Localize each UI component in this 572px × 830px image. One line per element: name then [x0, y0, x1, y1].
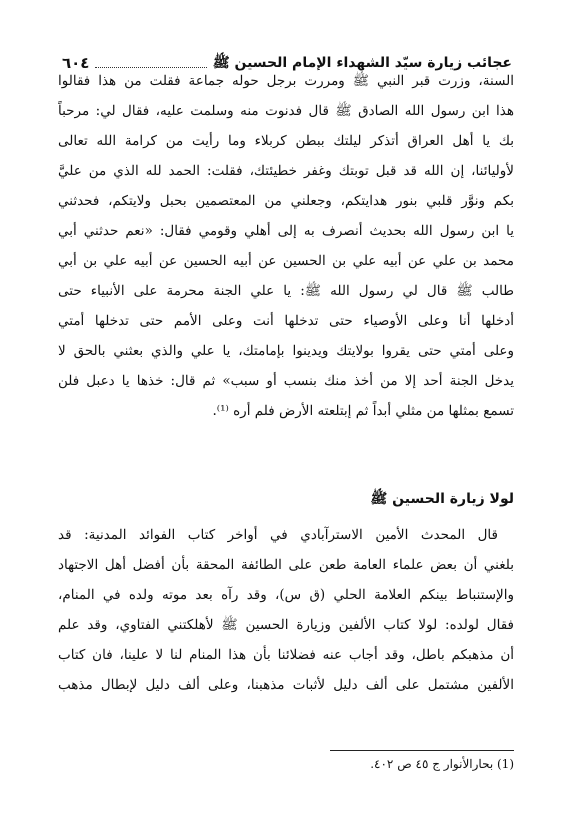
text-line: بك يا أهل العراق أتذكر ليلتك ببطن كربلاء وما رأيت من كرامة الله تعالى: [58, 133, 514, 149]
text-line: يدخل الجنة أحد إلا من أخذ منك بنسب أو سبب» ثم قال: خذها يا دعبل فلن: [58, 373, 514, 389]
footnote: (1) بحارالأنوار ج ٤٥ ص ٤٠٢.: [370, 757, 514, 771]
page-number: ٦٠٤: [62, 54, 90, 72]
text-line: يا ابن رسول الله بحديث أنصرف به إلى أهلي وقومي فقال: «نعم حدثني أبي: [58, 223, 514, 239]
text-line: تسمع بمثلها من مثلي أبداً ثم إبتلعته الأرض فلم أره ⁽¹⁾.: [212, 403, 514, 419]
body-text-section-1: [58, 66, 514, 426]
text-line: طالب ﷺ قال لي رسول الله ﷺ: يا علي الجنة محرمة على الأنبياء حتى: [58, 283, 514, 299]
text-line: بلغني أن بعض علماء العامة طعن على الطائفة المحقة بأن أفضل أهل الاجتهاد: [58, 557, 514, 573]
text-line: لأوليائنا، إن الله قد قبل توبتك وغفر خطيئتك، فقلت: الحمد لله الذي من عليَّ: [58, 163, 514, 179]
text-line: وعلى أمتي حتى يقروا بولايتك ويدينوا بإمامتك، يا علي والذي بعثني بالحق لا: [58, 343, 514, 359]
body-text-section-2: [58, 520, 514, 700]
running-title: عجائب زيارة سيّد الشهداء الإمام الحسين ﷺ: [212, 55, 512, 71]
text-line: الألفين مشتمل على ألف دليل لأثبات مذهبنا، وعلى ألف دليل لإبطال مذهب: [58, 677, 514, 693]
text-line: السنة، وزرت قبر النبي ﷺ ومررت برجل حوله جماعة فقلت من هذا فقالوا: [58, 73, 514, 89]
section-heading: لولا زيارة الحسين ﷺ: [370, 491, 514, 507]
text-line: بكم ونوَّر قلبي بنور هدايتكم، وجعلني من المعتصمين بحبل ولايتكم، فحدثني: [58, 193, 514, 209]
text-line: هذا ابن رسول الله الصادق ﷺ قال فدنوت منه وسلمت عليه، فقال لي: مرحباً: [58, 103, 514, 119]
text-line: فقال لولده: لولا كتاب الألفين وزيارة الحسين ﷺ لأهلكتني الفتاوي، وقد علم: [58, 617, 514, 633]
footnote-separator: [330, 750, 514, 751]
text-line: أن مذهبكم باطل، وقد أجاب عنه فضلائنا بأن هذا المنام لنا لا علينا، فان كتاب: [58, 647, 514, 663]
text-line: أدخلها أنا وعلى الأوصياء حتى تدخلها أنت وعلى الأمم حتى تدخلها أمتي: [58, 313, 514, 329]
text-line: والإستنباط بينكم العلامة الحلي (ق س)، وقد رآه بعد موته ولده في المنام،: [58, 587, 514, 603]
text-line: محمد بن علي عن أبيه علي بن الحسين عن أبيه الحسين عن أبيه علي بن أبي: [58, 253, 514, 269]
text-line: قال المحدث الأمين الاسترآبادي في أواخر كتاب الفوائد المدنية: قد: [58, 527, 498, 543]
